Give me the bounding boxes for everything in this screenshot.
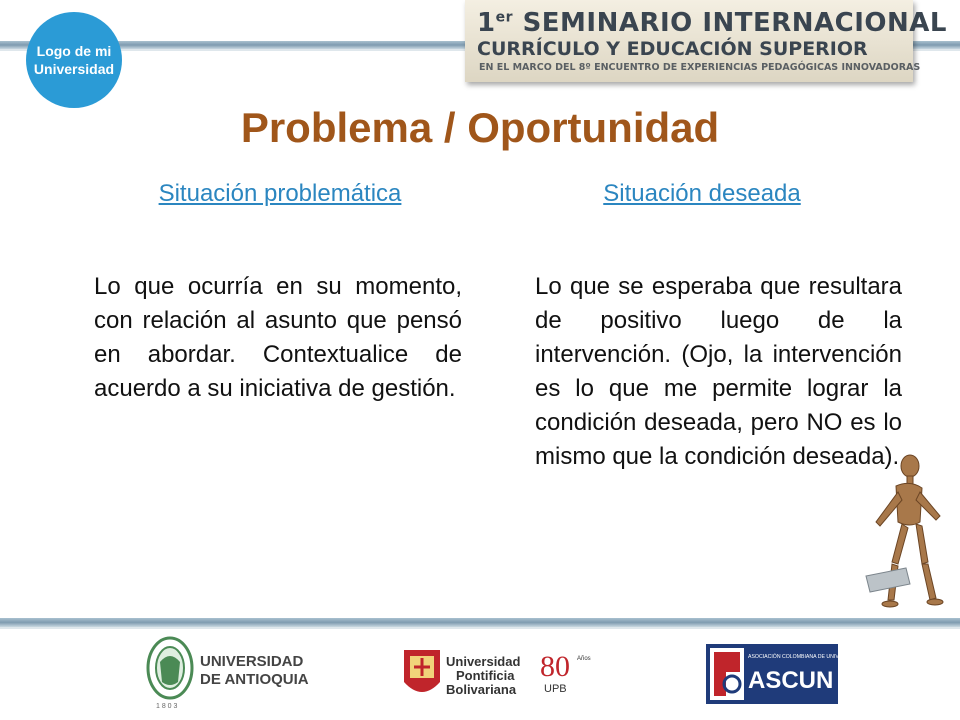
banner-ordinal: 1 <box>477 8 496 38</box>
university-logo-placeholder <box>26 12 122 108</box>
udea-seal-icon <box>148 638 192 698</box>
upb-abbreviation: UPB <box>544 683 567 695</box>
bottom-decorative-band <box>0 618 960 627</box>
universidad-de-antioquia-logo <box>138 632 308 712</box>
upb-shield-icon <box>404 650 440 692</box>
ascun-acronym: ASCUN <box>748 667 834 694</box>
banner-seminar-name: SEMINARIO INTERNACIONAL <box>522 8 947 38</box>
udea-name-line1: UNIVERSIDAD <box>200 653 304 670</box>
slide-title: Problema / Oportunidad <box>240 104 720 151</box>
upb-anniversary-anos: Años <box>577 656 591 662</box>
udea-year: 1 8 0 3 <box>156 703 178 710</box>
universidad-pontificia-bolivariana-logo <box>400 632 600 712</box>
seminar-banner <box>465 0 947 82</box>
logo-text: Logo de mi Universidad <box>33 43 115 77</box>
banner-line-3: EN EL MARCO DEL 8º ENCUENTRO DE EXPERIENCIAS PEDAGÓGICAS INNOVADORAS <box>479 62 921 73</box>
banner-line-1 <box>477 8 947 38</box>
udea-name-line2: DE ANTIOQUIA <box>200 671 309 688</box>
banner-ordinal-suffix: er <box>495 9 513 26</box>
upb-name-line2: Pontificia <box>456 668 515 683</box>
desired-description: Lo que se esperaba que resultara de positivo luego de la intervención. (Ojo, la intervención es lo que me permite lograr la condición deseada, pero NO es lo mismo que la condición deseada). <box>535 273 902 470</box>
upb-name-line3: Bolivariana <box>446 682 517 697</box>
heading-situacion-problematica[interactable]: Situación problemática <box>158 180 402 207</box>
heading-situacion-deseada[interactable]: Situación deseada <box>603 180 801 207</box>
upb-name-line1: Universidad <box>446 654 521 669</box>
ascun-association-name: ASOCIACIÓN COLOMBIANA DE UNIVERSIDADES <box>748 654 869 660</box>
bottom-band-highlight <box>0 627 960 629</box>
ascun-emblem-icon <box>710 648 744 700</box>
upb-anniversary: 80 <box>540 650 570 683</box>
problem-description: Lo que ocurría en su momento, con relación al asunto que pensó en abordar. Contextualice de acuerdo a su iniciativa de gestión. <box>94 273 462 402</box>
banner-line-2: CURRÍCULO Y EDUCACIÓN SUPERIOR <box>477 38 868 60</box>
wooden-mannequin-image <box>862 452 956 610</box>
ascun-logo <box>706 632 869 712</box>
